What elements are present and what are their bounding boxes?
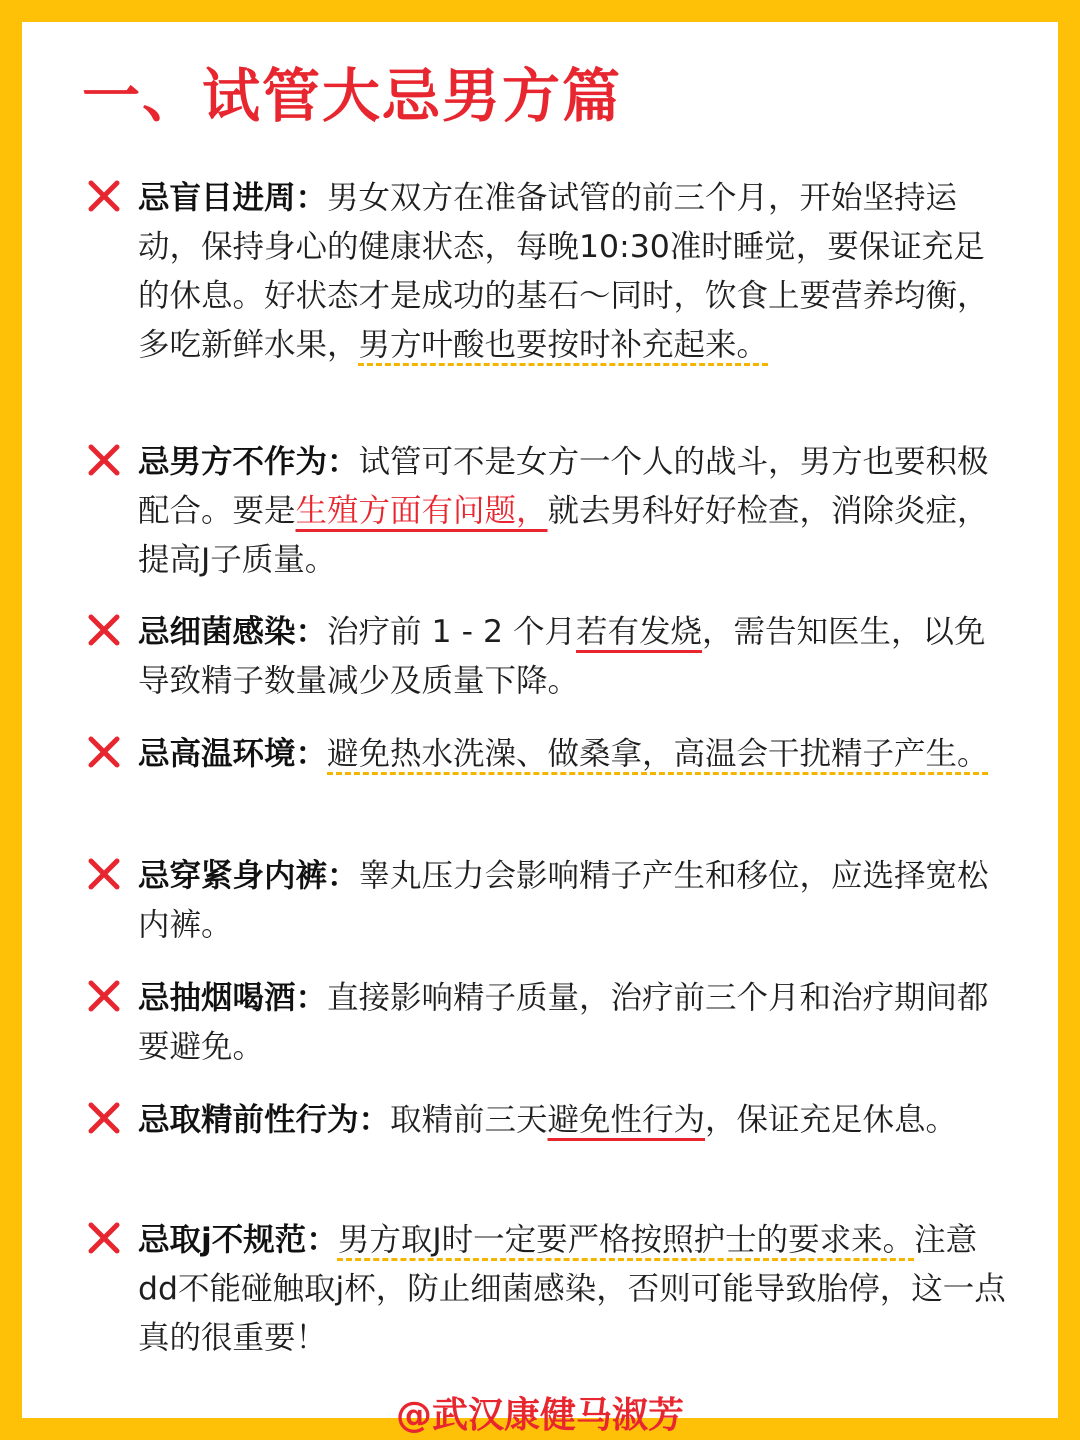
body-text: 取精前三天 xyxy=(390,1102,548,1138)
item-heading: 忌高温环境： xyxy=(138,736,328,772)
cross-icon xyxy=(86,612,122,648)
highlighted-text: 男方叶酸也要按时补充起来。 xyxy=(358,327,769,363)
highlighted-text: 避免性行为 xyxy=(547,1102,706,1138)
item-heading: 忌穿紧身内裤： xyxy=(138,858,359,894)
cross-icon xyxy=(86,856,122,892)
body-text: 注意dd不能碰触取j杯，防止细菌感染，否则可能导致胎停，这一点真的很重要！ xyxy=(138,1222,1006,1356)
highlighted-text: 若有发烧 xyxy=(576,614,703,650)
item-text xyxy=(138,1096,1008,1145)
body-text: ，保证充足休息。 xyxy=(705,1102,958,1138)
author-watermark: @武汉康健马淑芳 xyxy=(395,1395,684,1436)
item-body xyxy=(390,1102,957,1138)
body-text: 男女双方在准备试管的前三个月，开始坚持运动，保持身心的健康状态，每晚10:30准时睡觉，要保证充足的休息。好状态才是成功的基石～同时，饮食上要营养均衡，多吃新鲜水果， xyxy=(138,180,989,363)
item-heading: 忌细菌感染： xyxy=(138,614,328,650)
item-text xyxy=(138,1216,1008,1363)
body-text: 治疗前 1 - 2 个月 xyxy=(327,614,577,650)
item-heading: 忌取精前性行为： xyxy=(138,1102,391,1138)
cross-icon xyxy=(86,442,122,478)
body-text: 就去男科好好检查，消除炎症，提高J子质量。 xyxy=(138,493,989,578)
item-text xyxy=(138,974,1008,1072)
item-heading: 忌男方不作为： xyxy=(138,444,359,480)
item-heading: 忌抽烟喝酒： xyxy=(138,980,328,1016)
item-text xyxy=(138,608,1008,706)
cross-icon xyxy=(86,178,122,214)
body-text: 试管可不是女方一个人的战斗，男方也要积极配合。要是 xyxy=(138,444,989,529)
cross-icon xyxy=(86,1100,122,1136)
cross-icon xyxy=(86,1220,122,1256)
item-text xyxy=(138,852,1008,950)
item-heading: 忌盲目进周： xyxy=(138,180,328,216)
highlighted-text: 男方取J时一定要严格按照护士的要求来。 xyxy=(337,1222,915,1258)
item-body xyxy=(327,736,989,772)
highlighted-text: 避免热水洗澡、做桑拿，高温会干扰精子产生。 xyxy=(327,736,989,772)
body-text: 睾丸压力会影响精子产生和移位，应选择宽松内裤。 xyxy=(138,858,989,943)
body-text: ，需告知医生，以免导致精子数量减少及质量下降。 xyxy=(138,614,986,699)
item-text xyxy=(138,174,1008,370)
item-text xyxy=(138,730,1008,779)
page-title: 一、试管大忌男方篇 xyxy=(82,62,623,130)
highlighted-text: 生殖方面有问题， xyxy=(295,493,548,529)
cross-icon xyxy=(86,978,122,1014)
cross-icon xyxy=(86,734,122,770)
body-text: 直接影响精子质量，治疗前三个月和治疗期间都要避免。 xyxy=(138,980,989,1065)
item-heading: 忌取j不规范： xyxy=(138,1222,338,1258)
item-text xyxy=(138,438,1008,585)
content-card xyxy=(22,22,1058,1418)
